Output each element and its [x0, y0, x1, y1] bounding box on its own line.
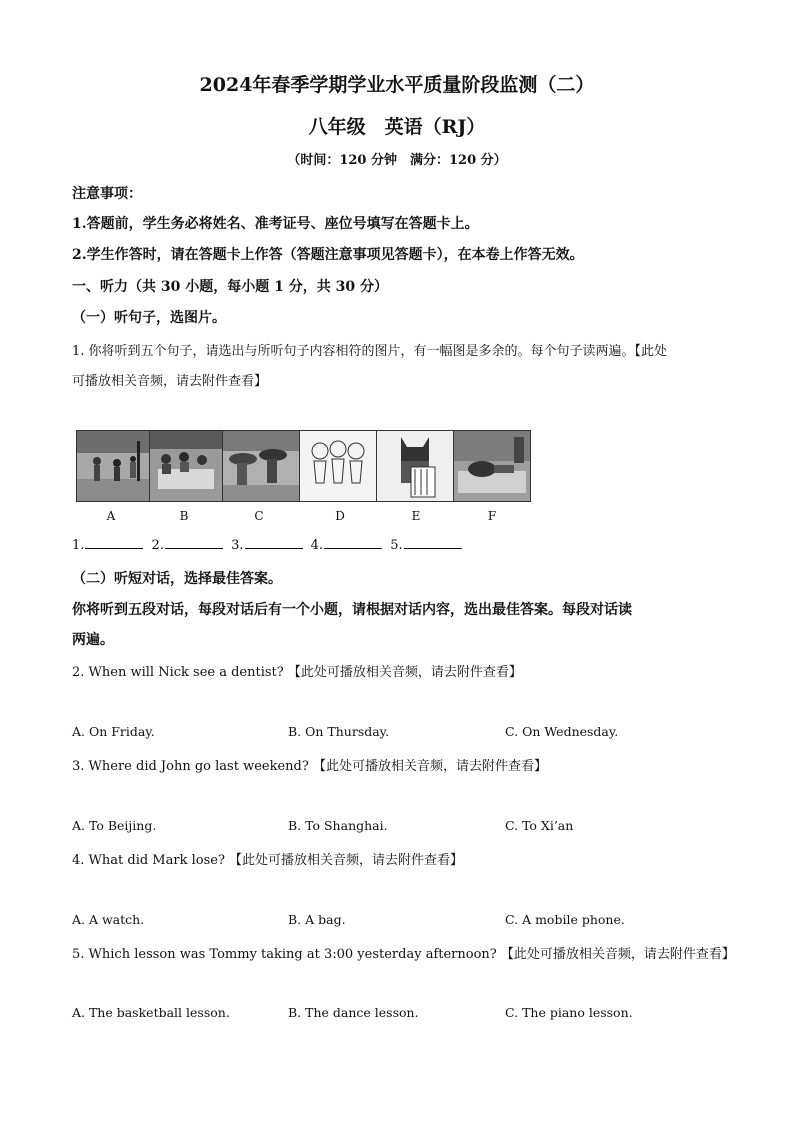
question-3-stem: 3. Where did John go last weekend? 【此处可播放相关音频，请去附件查看】 [72, 759, 547, 774]
question-3-option-c: C. To Xi’an [505, 818, 574, 833]
section-heading: 一、听力（共 30 小题，每小题 1 分，共 30 分） [72, 279, 388, 295]
blank-4-label: 4. [310, 538, 324, 553]
picture-b [149, 430, 223, 502]
picture-d-illustration [300, 431, 376, 501]
picture-e [376, 430, 454, 502]
picture-b-illustration [150, 431, 222, 501]
question-4-option-b: B. A bag. [288, 912, 346, 927]
question-4-stem: 4. What did Mark lose? 【此处可播放相关音频，请去附件查看】 [72, 853, 464, 868]
blank-1 [72, 538, 143, 553]
blank-5-line [404, 538, 462, 549]
part2-instructions-line-2: 两遍。 [72, 632, 114, 648]
blank-5 [390, 538, 461, 553]
blank-2 [152, 538, 223, 553]
blank-2-line [165, 538, 223, 549]
picture-c [222, 430, 300, 502]
question-4-option-c: C. A mobile phone. [505, 912, 625, 927]
picture-f-illustration [454, 431, 530, 501]
picture-c-illustration [223, 431, 299, 501]
question-2-option-c: C. On Wednesday. [505, 724, 619, 739]
question-2-option-a: A. On Friday. [72, 724, 155, 739]
blank-3-line [245, 538, 303, 549]
picture-a-illustration [77, 431, 149, 501]
picture-label-c: C [254, 509, 264, 523]
question-5-option-c: C. The piano lesson. [505, 1005, 633, 1020]
question-3-option-b: B. To Shanghai. [288, 818, 388, 833]
notes-item-2: 2.学生作答时，请在答题卡上作答（答题注意事项见答题卡），在本卷上作答无效。 [72, 247, 584, 263]
blank-1-label: 1. [72, 538, 85, 553]
question-2-option-b: B. On Thursday. [288, 724, 390, 739]
part1-heading: （一）听句子，选图片。 [72, 310, 226, 326]
question-2-stem: 2. When will Nick see a dentist? 【此处可播放相关音频，请去附件查看】 [72, 665, 522, 680]
part2-heading: （二）听短对话，选择最佳答案。 [72, 571, 282, 587]
question-3-option-a: A. To Beijing. [72, 818, 157, 833]
blank-4-line [324, 538, 382, 549]
blank-5-label: 5. [390, 538, 403, 553]
picture-d [299, 430, 377, 502]
picture-label-e: E [411, 509, 421, 523]
question-5-option-b: B. The dance lesson. [288, 1005, 419, 1020]
blank-2-label: 2. [151, 538, 164, 553]
question-4-option-a: A. A watch. [72, 912, 145, 927]
picture-a [76, 430, 150, 502]
exam-time-info: （时间：120 分钟 满分：120 分） [287, 153, 507, 168]
notes-item-1: 1.答题前，学生务必将姓名、准考证号、座位号填写在答题卡上。 [72, 216, 479, 232]
question-1-line-2: 可播放相关音频，请去附件查看】 [72, 374, 268, 389]
blank-4 [311, 538, 382, 553]
part2-instructions-line-1: 你将听到五段对话，每段对话后有一个小题，请根据对话内容，选出最佳答案。每段对话读 [72, 602, 632, 618]
question-5-option-a: A. The basketball lesson. [72, 1005, 230, 1020]
picture-label-b: B [179, 509, 189, 523]
exam-title: 2024年春季学期学业水平质量阶段监测（二） [199, 74, 595, 96]
blank-3 [231, 538, 302, 553]
picture-label-f: F [487, 509, 497, 523]
picture-e-illustration [377, 431, 453, 501]
picture-f [453, 430, 531, 502]
exam-subtitle: 八年级 英语（RJ） [308, 116, 486, 138]
question-5-stem: 5. Which lesson was Tommy taking at 3:00 yesterday afternoon? 【此处可播放相关音频，请去附件查看】 [72, 947, 735, 962]
blank-3-label: 3. [231, 538, 244, 553]
notes-heading: 注意事项： [72, 186, 142, 202]
answer-blanks [72, 538, 466, 553]
picture-label-d: D [335, 509, 345, 523]
question-1-line-1: 1. 你将听到五个句子，请选出与所听句子内容相符的图片，有一幅图是多余的。每个句子读两遍。【此处 [72, 344, 668, 359]
blank-1-line [85, 538, 143, 549]
picture-label-a: A [106, 509, 116, 523]
